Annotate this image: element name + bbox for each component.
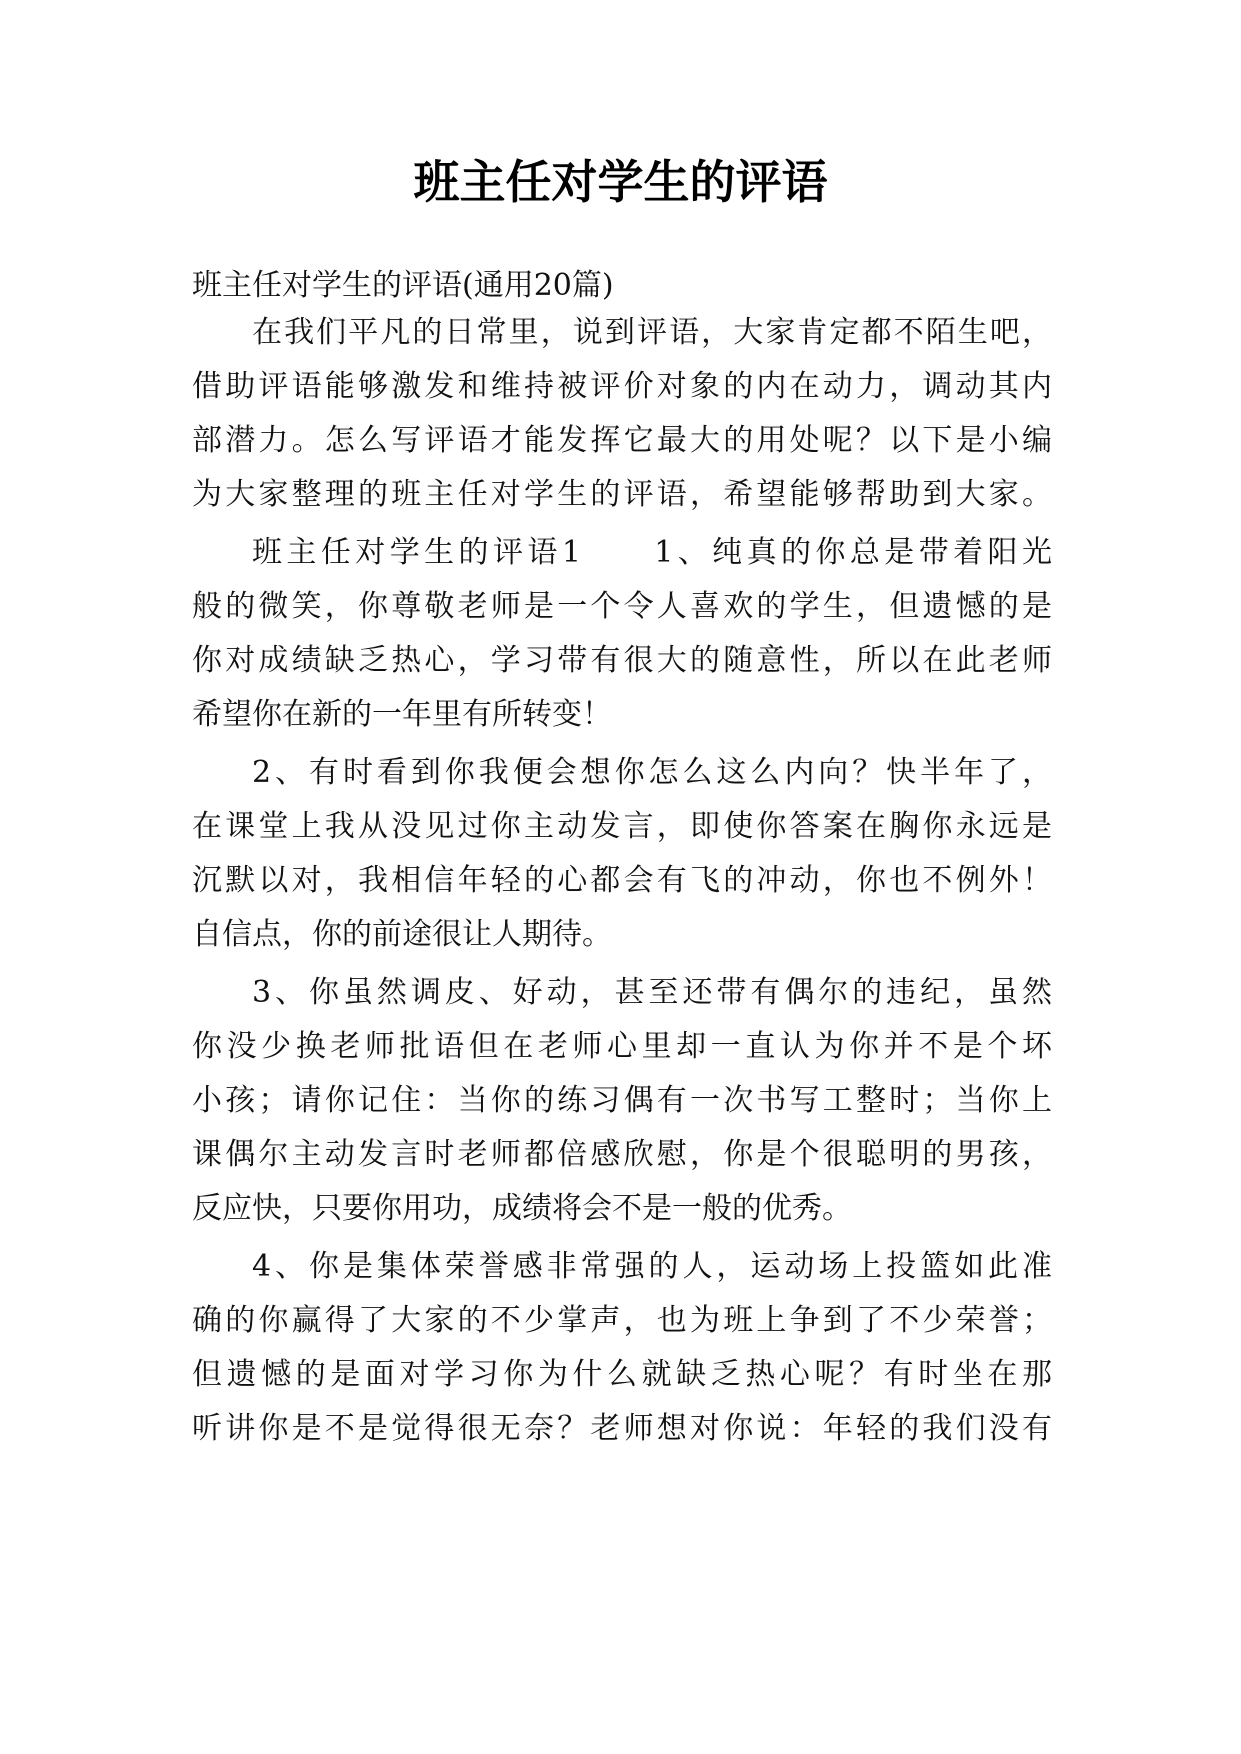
paragraph-line: 沉默以对，我相信年轻的心都会有飞的冲动，你也不例外！ (192, 863, 1052, 898)
paragraph-line: 借助评语能够激发和维持被评价对象的内在动力，调动其内 (192, 369, 1052, 404)
paragraph-line: 希望你在新的一年里有所转变！ (192, 697, 612, 732)
document-subtitle: 班主任对学生的评语(通用20篇) (192, 268, 614, 303)
paragraph-line: 课偶尔主动发言时老师都倍感欣慰，你是个很聪明的男孩， (192, 1137, 1052, 1172)
paragraph-line: 小孩；请你记住：当你的练习偶有一次书写工整时；当你上 (192, 1083, 1052, 1118)
document-title: 班主任对学生的评语 (413, 155, 828, 209)
paragraph-line: 部潜力。怎么写评语才能发挥它最大的用处呢？以下是小编 (192, 423, 1052, 458)
paragraph-line: 你对成绩缺乏热心，学习带有很大的随意性，所以在此老师 (192, 643, 1052, 678)
paragraph-line: 自信点，你的前途很让人期待。 (192, 917, 612, 952)
paragraph-line: 4、你是集体荣誉感非常强的人，运动场上投篮如此准 (252, 1249, 1052, 1284)
paragraph-line: 2、有时看到你我便会想你怎么这么内向？快半年了， (252, 755, 1052, 790)
paragraph-line: 但遗憾的是面对学习你为什么就缺乏热心呢？有时坐在那 (192, 1357, 1052, 1392)
paragraph-line: 你没少换老师批语但在老师心里却一直认为你并不是个坏 (192, 1029, 1052, 1064)
paragraph-line: 反应快，只要你用功，成绩将会不是一般的优秀。 (192, 1191, 852, 1226)
paragraph-line: 在课堂上我从没见过你主动发言，即使你答案在胸你永远是 (192, 809, 1052, 844)
paragraph-line: 在我们平凡的日常里，说到评语，大家肯定都不陌生吧， (252, 315, 1052, 350)
paragraph-line: 般的微笑，你尊敬老师是一个令人喜欢的学生，但遗憾的是 (192, 589, 1052, 624)
paragraph-line: 听讲你是不是觉得很无奈？老师想对你说：年轻的我们没有 (192, 1411, 1052, 1446)
paragraph-line: 班主任对学生的评语1 1、纯真的你总是带着阳光 (252, 535, 1052, 570)
paragraph-line: 确的你赢得了大家的不少掌声，也为班上争到了不少荣誉； (192, 1303, 1052, 1338)
paragraph-line: 3、你虽然调皮、好动，甚至还带有偶尔的违纪，虽然 (252, 975, 1052, 1010)
paragraph-line: 为大家整理的班主任对学生的评语，希望能够帮助到大家。 (192, 477, 1052, 512)
